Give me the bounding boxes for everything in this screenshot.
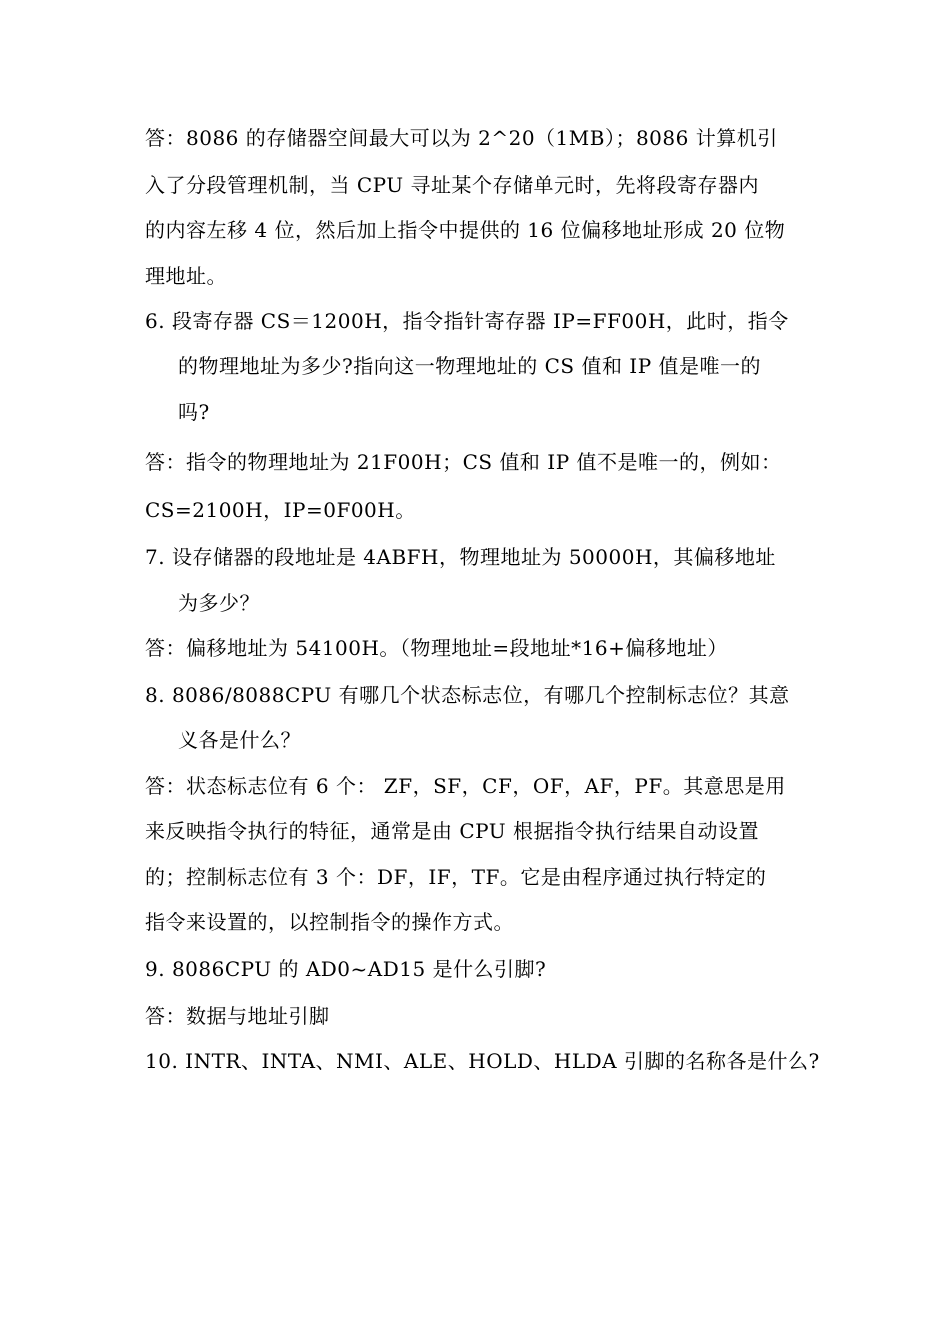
answer-6-line-2: CS=2100H，IP=0F00H。 [145, 498, 416, 522]
question-10-line-1: 10. INTR、INTA、NMI、ALE、HOLD、HLDA 引脚的名称各是什么? [145, 1049, 820, 1073]
answer-6-line-1: 答：指令的物理地址为 21F00H；CS 值和 IP 值不是唯一的，例如： [145, 450, 782, 474]
question-7-line-1: 7. 设存储器的段地址是 4ABFH，物理地址为 50000H，其偏移地址 [145, 545, 776, 569]
answer-5-line-4: 理地址。 [145, 264, 227, 288]
answer-8-line-3: 的；控制标志位有 3 个：DF，IF，TF。它是由程序通过执行特定的 [145, 865, 767, 889]
question-6-line-1: 6. 段寄存器 CS＝1200H，指令指针寄存器 IP=FF00H，此时，指令 [145, 309, 789, 333]
answer-8-line-2: 来反映指令执行的特征，通常是由 CPU 根据指令执行结果自动设置 [145, 819, 759, 843]
question-8-line-1: 8. 8086/8088CPU 有哪几个状态标志位，有哪几个控制标志位？其意 [145, 683, 790, 707]
answer-5-line-3: 的内容左移 4 位，然后加上指令中提供的 16 位偏移地址形成 20 位物 [145, 218, 786, 242]
answer-9-line-1: 答：数据与地址引脚 [145, 1004, 330, 1028]
answer-5-line-2: 入了分段管理机制，当 CPU 寻址某个存储单元时，先将段寄存器内 [145, 173, 759, 197]
question-9-line-1: 9. 8086CPU 的 AD0~AD15 是什么引脚? [145, 957, 547, 981]
answer-8-line-4: 指令来设置的，以控制指令的操作方式。 [145, 910, 514, 934]
answer-8-line-1: 答：状态标志位有 6 个： ZF，SF，CF，OF，AF，PF。其意思是用 [145, 774, 786, 798]
question-6-line-3: 吗? [178, 400, 210, 424]
question-8-line-2: 义各是什么？ [178, 728, 301, 752]
question-7-line-2: 为多少？ [178, 591, 260, 615]
answer-5-line-1: 答：8086 的存储器空间最大可以为 2^20（1MB）；8086 计算机引 [145, 126, 778, 150]
question-6-line-2: 的物理地址为多少?指向这一物理地址的 CS 值和 IP 值是唯一的 [178, 354, 762, 378]
answer-7-line-1: 答：偏移地址为 54100H。（物理地址=段地址*16+偏移地址） [145, 636, 728, 660]
